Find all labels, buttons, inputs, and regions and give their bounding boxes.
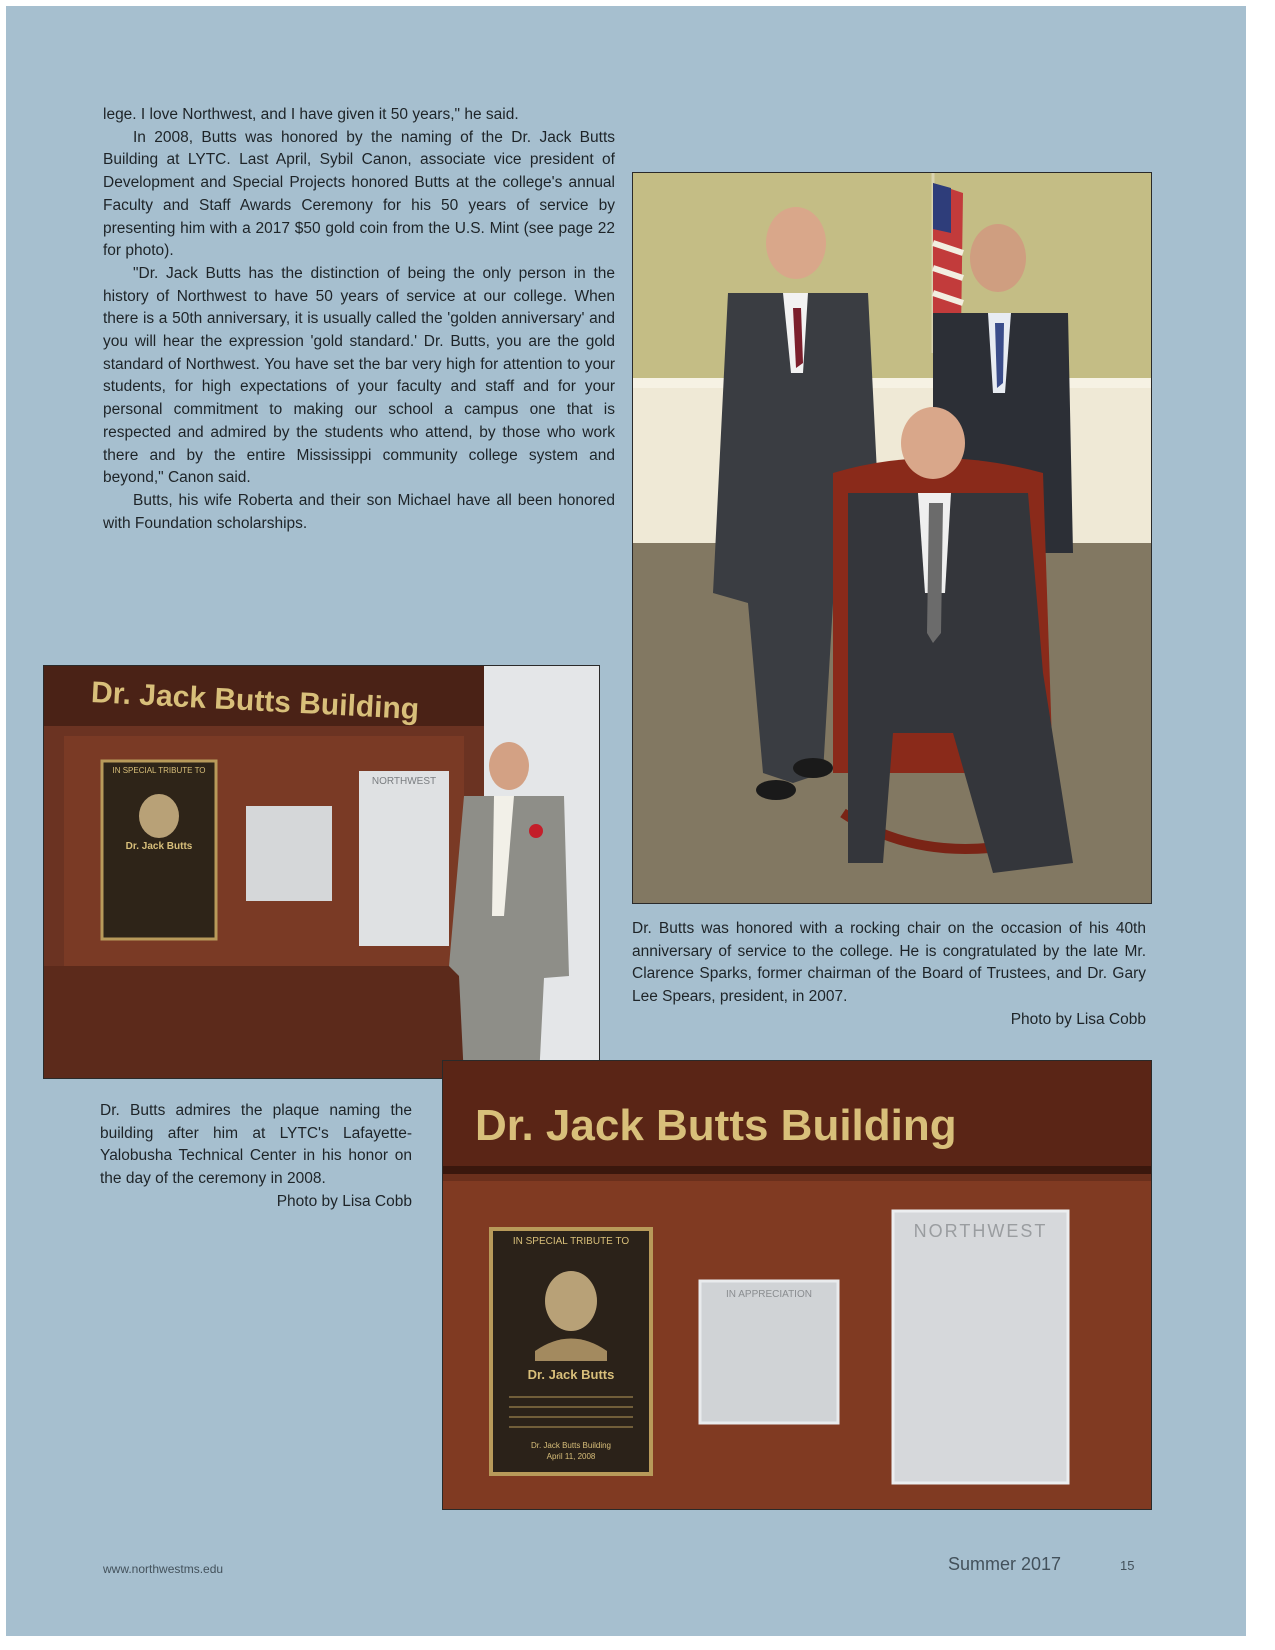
wall-plaque-photo bbox=[43, 665, 600, 1079]
wall-plaque-header: NORTHWEST bbox=[371, 776, 437, 787]
paragraph-1: lege. I love Northwest, and I have given it 50 years," he said. bbox=[103, 106, 519, 123]
paragraph-3: "Dr. Jack Butts has the distinction of being the only person in the history of Northwest to have 50 years of service at our college. When there is a 50th anniversary, it is usually called the 'golden anniversary' and you will hear the expression 'gold standard.' Dr. Butts, you are the gold standard of Northwest. You have set the bar very high for attention to your students, for high expectations of your faculty and staff and for your personal commitment to making our school a campus one that is respected and admired by the students who attend, by those who work there and by the entire Mississippi community college system and beyond," Canon said. bbox=[103, 264, 615, 487]
building-sign: Dr. Jack Butts Building bbox=[475, 1101, 957, 1150]
center-plaque-header: IN APPRECIATION bbox=[726, 1289, 812, 1300]
plaque-header: IN SPECIAL TRIBUTE TO bbox=[512, 1236, 630, 1247]
rocking-chair-caption bbox=[632, 918, 1146, 1032]
rocking-chair-photo bbox=[632, 172, 1152, 904]
wall-plaque-caption bbox=[100, 1100, 412, 1214]
plaque-footer-date: April 11, 2008 bbox=[546, 1452, 596, 1461]
photo-credit: Photo by Lisa Cobb bbox=[1010, 1010, 1146, 1028]
article-body bbox=[103, 104, 615, 535]
right-plaque-header: NORTHWEST bbox=[913, 1221, 1048, 1241]
caption-text: Dr. Butts was honored with a rocking chair on the occasion of his 40th anniversary of service to the college. He is congratulated by the late Mr. Clarence Sparks, former chairman of the Board of Trustees, and Dr. Gary Lee Spears, president, in 2007. bbox=[632, 920, 1146, 1006]
building-sign-photo bbox=[442, 1060, 1152, 1510]
footer-issue: Summer 2017 bbox=[948, 1554, 1062, 1574]
paragraph-2: In 2008, Butts was honored by the naming of the Dr. Jack Butts Building at LYTC. Last April, Sybil Canon, associate vice president of Development and Special Projects honored Butts at the college's annual Faculty and Staff Awards Ceremony for his 50 years of service by presenting him with a 2017 $50 gold coin from the U.S. Mint (see page 22 for photo). bbox=[103, 128, 615, 260]
plaque-name: Dr. Jack Butts bbox=[125, 841, 193, 852]
plaque-name: Dr. Jack Butts bbox=[527, 1367, 615, 1382]
plaque-header: IN SPECIAL TRIBUTE TO bbox=[112, 766, 206, 775]
plaque-footer-building: Dr. Jack Butts Building bbox=[530, 1441, 612, 1450]
paragraph-4: Butts, his wife Roberta and their son Michael have all been honored with Foundation scholarships. bbox=[103, 491, 615, 532]
page-number: 15 bbox=[1120, 1558, 1135, 1573]
caption-text: Dr. Butts admires the plaque naming the building after him at LYTC's Lafayette-Yalobusha Technical Center in his honor on the day of the ceremony in 2008. bbox=[100, 1102, 412, 1188]
building-sign: Dr. Jack Butts Building bbox=[90, 676, 420, 727]
photo-credit: Photo by Lisa Cobb bbox=[276, 1192, 412, 1210]
footer-website: www.northwestms.edu bbox=[103, 1562, 224, 1576]
